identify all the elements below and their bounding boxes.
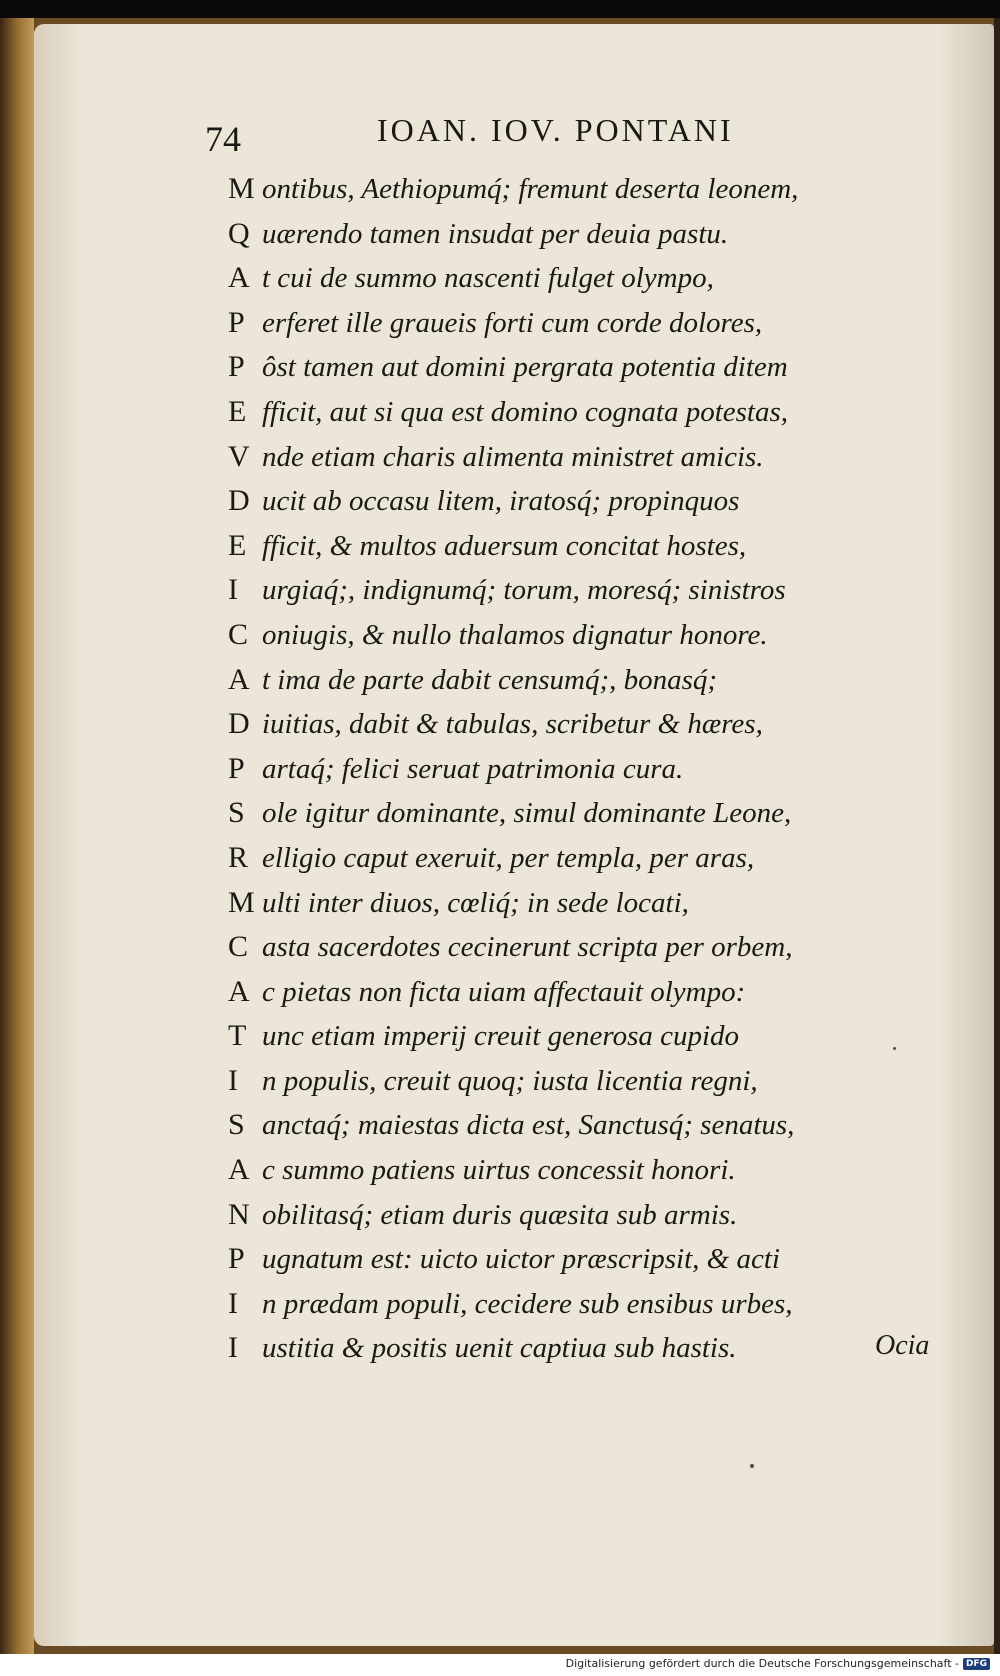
- paper-speck: [893, 1047, 896, 1050]
- verse-text: elligio caput exeruit, per templa, per aras,: [262, 841, 755, 874]
- verse-initial: D: [228, 707, 250, 741]
- verse-line: [228, 1148, 898, 1193]
- book-spine: [0, 18, 34, 1654]
- verse-initial: P: [228, 305, 245, 339]
- verse-text: artaq́; felici seruat patrimonia cura.: [262, 752, 684, 785]
- verse-text: n prædam populi, cecidere sub ensibus urbes,: [262, 1287, 793, 1320]
- verse-line: [228, 970, 898, 1015]
- verse-initial: N: [228, 1197, 250, 1231]
- verse-line: [228, 524, 898, 569]
- verse-text: ulti inter diuos, cœliq́; in sede locati,: [262, 886, 689, 919]
- verse-text: c pietas non ficta uiam affectauit olympo:: [262, 975, 746, 1008]
- page-number: 74: [205, 119, 241, 159]
- verse-initial: M: [228, 172, 255, 205]
- verse-initial: Q: [228, 216, 250, 250]
- verse-text: fficit, aut si qua est domino cognata potestas,: [262, 395, 789, 428]
- verse-line: [228, 1059, 898, 1104]
- verse-text: ontibus, Aethiopumq́; fremunt deserta leonem,: [262, 173, 799, 205]
- verse-initial: C: [228, 617, 249, 651]
- paper-speck: [750, 1464, 754, 1468]
- verse-line: [228, 613, 898, 658]
- verse-text: unc etiam imperij creuit generosa cupido: [262, 1020, 740, 1053]
- verse-text: oniugis, & nullo thalamos dignatur honore.: [262, 618, 768, 651]
- verse-line: [228, 568, 898, 613]
- verse-text: anctaq́; maiestas dicta est, Sanctusq́; senatus,: [262, 1109, 795, 1142]
- verse-initial: A: [228, 1153, 250, 1187]
- verse-initial: E: [228, 394, 247, 428]
- verse-initial: T: [228, 1019, 247, 1053]
- verse-initial: P: [228, 350, 245, 384]
- verse-line: [228, 301, 898, 346]
- verse-text: t ima de parte dabit censumq́;, bonasq́;: [262, 663, 718, 696]
- verse-initial: I: [228, 1063, 238, 1097]
- verse-text: t cui de summo nascenti fulget olympo,: [262, 262, 714, 295]
- verse-text: uærendo tamen insudat per deuia pastu.: [262, 217, 729, 250]
- verse-line: [228, 167, 898, 212]
- verse-line: [228, 1326, 898, 1371]
- verse-initial: S: [228, 796, 245, 830]
- digitization-credit: [566, 1657, 990, 1670]
- verse-line: [228, 791, 898, 836]
- page-header: [205, 112, 820, 159]
- verse-line: [228, 390, 898, 435]
- verse-line: [228, 747, 898, 792]
- verse-text: obilitasq́; etiam duris quæsita sub armis.: [262, 1198, 738, 1231]
- verse-line: [228, 836, 898, 881]
- verse-initial: C: [228, 930, 249, 964]
- verse-text: fficit, & multos aduersum concitat hostes,: [262, 529, 747, 562]
- verse-text: ucit ab occasu litem, iratosq́; propinquos: [262, 485, 740, 518]
- verse-initial: P: [228, 1242, 245, 1276]
- verse-line: [228, 345, 898, 390]
- verse-initial: V: [228, 439, 250, 473]
- verse-text: erferet ille graueis forti cum corde dolores,: [262, 306, 763, 339]
- verse-initial: A: [228, 974, 250, 1008]
- verse-text: ugnatum est: uicto uictor præscripsit, & acti: [262, 1243, 780, 1276]
- verse-initial: A: [228, 261, 250, 295]
- verse-block: [228, 167, 898, 1371]
- credit-text: Digitalisierung gefördert durch die Deutsche Forschungsgemeinschaft -: [565, 1657, 959, 1670]
- verse-text: ôst tamen aut domini pergrata potentia ditem: [262, 351, 788, 384]
- verse-text: nde etiam charis alimenta ministret amicis.: [262, 440, 764, 473]
- running-head: IOAN. IOV. PONTANI: [377, 112, 734, 148]
- verse-line: [228, 212, 898, 257]
- verse-text: asta sacerdotes cecinerunt scripta per orbem,: [262, 931, 793, 964]
- verse-initial: A: [228, 662, 250, 696]
- verse-initial: P: [228, 751, 245, 785]
- verse-line: [228, 925, 898, 970]
- verse-initial: D: [228, 484, 250, 518]
- verse-initial: I: [228, 573, 238, 607]
- verse-line: [228, 1282, 898, 1327]
- verse-line: [228, 1103, 898, 1148]
- verse-line: [228, 1193, 898, 1238]
- verse-initial: I: [228, 1331, 238, 1365]
- verse-initial: M: [228, 885, 255, 919]
- verse-initial: E: [228, 528, 247, 562]
- verse-initial: R: [228, 840, 249, 874]
- verse-line: [228, 1237, 898, 1282]
- verse-initial: S: [228, 1108, 245, 1142]
- verse-text: c summo patiens uirtus concessit honori.: [262, 1154, 736, 1187]
- verse-line: [228, 881, 898, 926]
- verse-initial: I: [228, 1286, 238, 1320]
- verse-line: [228, 1014, 898, 1059]
- book-edge: [994, 18, 1000, 1654]
- verse-line: [228, 435, 898, 480]
- verse-text: urgiaq́;, indignumq́; torum, moresq́; sinistros: [262, 574, 786, 607]
- verse-text: iuitias, dabit & tabulas, scribetur & hæres,: [262, 708, 763, 741]
- dfg-logo-icon: DFG: [963, 1658, 990, 1670]
- verse-line: [228, 658, 898, 703]
- verse-line: [228, 479, 898, 524]
- verse-line: [228, 702, 898, 747]
- verse-line: [228, 256, 898, 301]
- verse-text: ole igitur dominante, simul dominante Leone,: [262, 797, 792, 830]
- verse-text: n populis, creuit quoq; iusta licentia regni,: [262, 1064, 758, 1097]
- verse-text: ustitia & positis uenit captiua sub hastis.: [262, 1332, 737, 1365]
- catchword: Ocia: [875, 1330, 930, 1361]
